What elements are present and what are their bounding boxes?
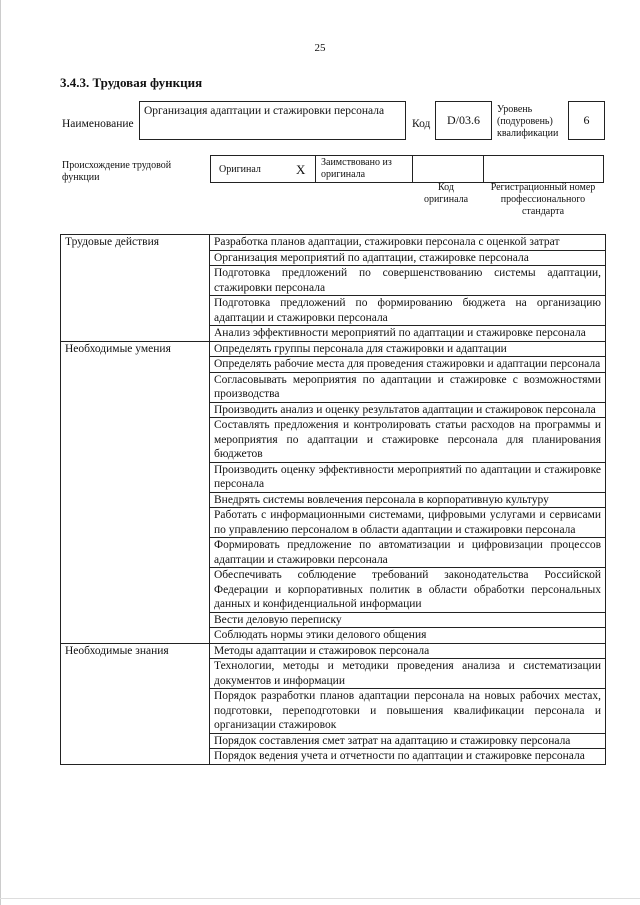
requirement-item: Анализ эффективности мероприятий по адаптации и стажировке персонала <box>210 326 606 342</box>
page-number: 25 <box>314 42 326 54</box>
original-mark: X <box>296 162 306 177</box>
reg-number-caption: Регистрационный номер профессионального стандарта <box>490 182 596 217</box>
origin-label: Происхождение трудовой функции <box>62 160 172 183</box>
requirement-item: Соблюдать нормы этики делового общения <box>210 628 606 644</box>
origin-divider <box>412 156 413 182</box>
requirement-item: Порядок ведения учета и отчетности по адаптации и стажировке персонала <box>210 749 606 765</box>
requirement-item: Порядок разработки планов адаптации персонала на новых рабочих местах, подготовки, переподготовки и повышения квалификации персонала и организации стажировок <box>210 689 606 734</box>
requirement-item: Подготовка предложений по формированию бюджета на организацию адаптации и стажировки персонала <box>210 296 606 326</box>
section-label: Трудовые действия <box>61 235 210 342</box>
requirement-item: Вести деловую переписку <box>210 612 606 628</box>
origin-divider <box>315 156 316 182</box>
name-label: Наименование <box>62 118 134 130</box>
level-value: 6 <box>568 101 605 140</box>
requirement-item: Формировать предложение по автоматизации и цифровизации процессов адаптации и стажировки персонала <box>210 538 606 568</box>
requirement-item: Подготовка предложений по совершенствованию системы адаптации, стажировки персонала <box>210 266 606 296</box>
scan-bottom-edge <box>0 898 640 899</box>
code-label: Код <box>412 118 431 130</box>
requirement-item: Работать с информационными системами, цифровыми услугами и сервисами по управлению персоналом в области адаптации и стажировки персонала <box>210 508 606 538</box>
table-row <box>61 341 606 357</box>
requirement-item: Внедрять системы вовлечения персонала в корпоративную культуру <box>210 492 606 508</box>
section-label: Необходимые умения <box>61 341 210 643</box>
section-title: 3.4.3. Трудовая функция <box>60 75 203 90</box>
section-label: Необходимые знания <box>61 643 210 764</box>
requirement-item: Определять рабочие места для проведения стажировки и адаптации персонала <box>210 357 606 373</box>
requirement-item: Методы адаптации и стажировок персонала <box>210 643 606 659</box>
original-code-caption: Код оригинала <box>423 182 469 205</box>
table-row <box>61 235 606 251</box>
scan-left-edge <box>0 0 1 905</box>
original-label: Оригинал <box>219 164 261 175</box>
origin-divider <box>483 156 484 182</box>
requirement-item: Производить анализ и оценку результатов адаптации и стажировок персонала <box>210 402 606 418</box>
requirement-item: Обеспечивать соблюдение требований законодательства Российской Федерации и корпоративных политик в области обработки персональных данных и конфиденциальной информации <box>210 568 606 613</box>
requirement-item: Составлять предложения и контролировать статьи расходов на программы и мероприятия по адаптации и стажировке персонала для планирования бюджетов <box>210 418 606 463</box>
code-value: D/03.6 <box>435 101 492 140</box>
requirement-item: Определять группы персонала для стажировки и адаптации <box>210 341 606 357</box>
requirement-item: Порядок составления смет затрат на адаптацию и стажировку персонала <box>210 733 606 749</box>
table-row <box>61 643 606 659</box>
origin-table <box>210 155 604 183</box>
requirement-item: Разработка планов адаптации, стажировки персонала с оценкой затрат <box>210 235 606 251</box>
borrowed-label: Заимствовано из оригинала <box>321 157 392 180</box>
requirement-item: Технологии, методы и методики проведения анализа и систематизации документов и информации <box>210 659 606 689</box>
requirement-item: Организация мероприятий по адаптации, стажировке персонала <box>210 250 606 266</box>
function-details-table <box>60 234 606 765</box>
requirement-item: Производить оценку эффективности мероприятий по адаптации и стажировке персонала <box>210 462 606 492</box>
level-label: Уровень (подуровень) квалификации <box>497 104 559 139</box>
name-value: Организация адаптации и стажировки персонала <box>139 101 406 140</box>
requirement-item: Согласовывать мероприятия по адаптации и стажировке с возможностями производства <box>210 372 606 402</box>
